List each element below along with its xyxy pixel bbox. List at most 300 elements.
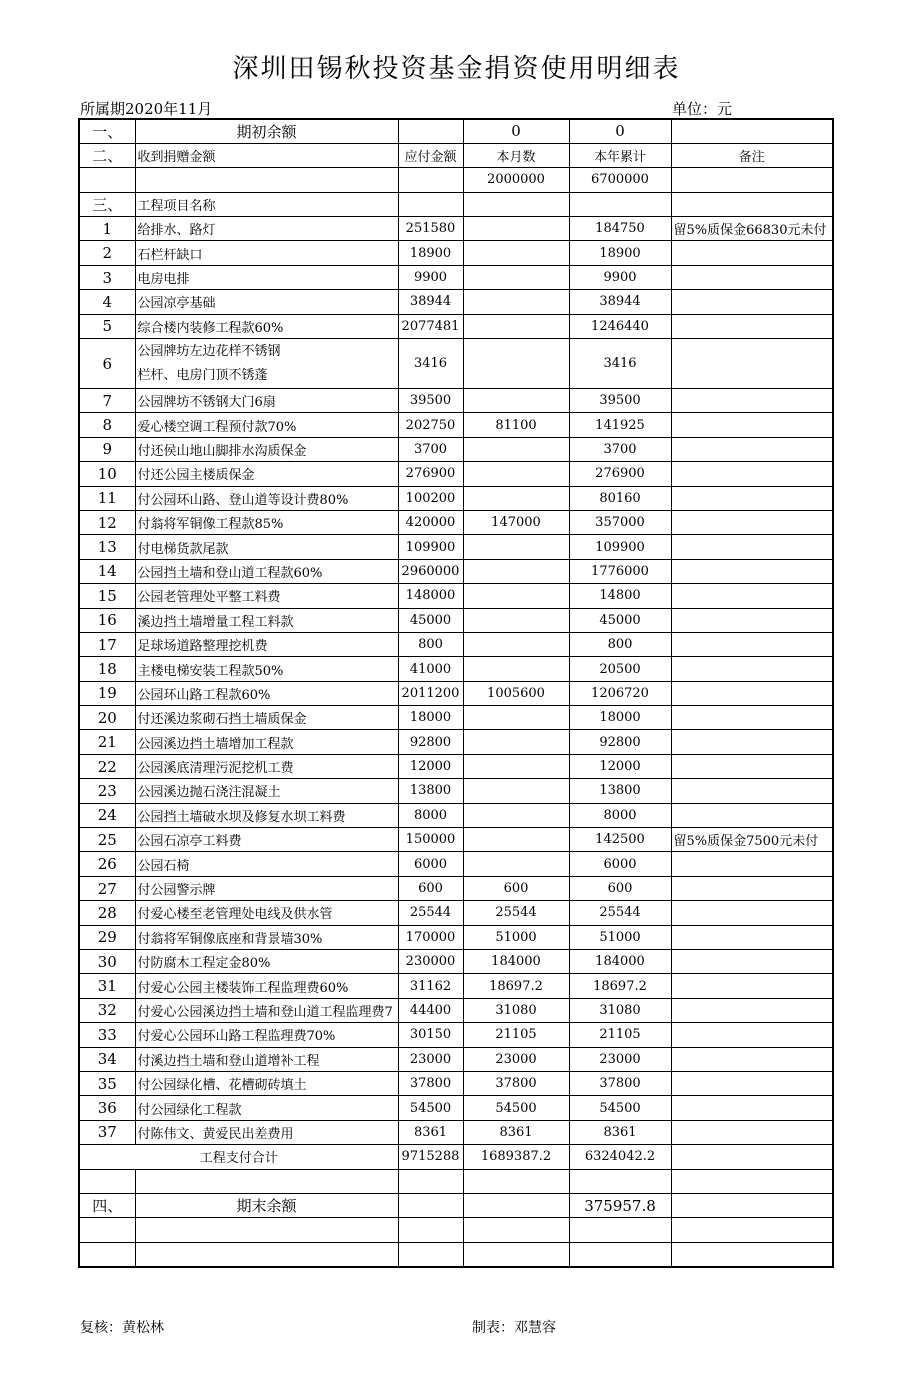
item-number: 13 <box>79 535 135 559</box>
table-row <box>79 876 833 900</box>
item-number: 29 <box>79 925 135 949</box>
closing-year: 375957.8 <box>569 1193 671 1217</box>
item-month: 25544 <box>463 901 569 925</box>
item-year: 39500 <box>569 389 671 413</box>
item-year: 21105 <box>569 1023 671 1047</box>
ledger-table <box>78 118 834 1268</box>
item-note <box>671 608 833 632</box>
cell-empty <box>671 1242 833 1266</box>
table-row <box>79 584 833 608</box>
item-year: 38944 <box>569 290 671 314</box>
item-payable: 2960000 <box>398 559 463 583</box>
item-month <box>463 314 569 338</box>
total-label: 工程支付合计 <box>79 1145 398 1169</box>
item-number: 1 <box>79 217 135 241</box>
item-name: 公园挡土墙和登山道工程款60% <box>135 559 398 583</box>
item-payable: 2077481 <box>398 314 463 338</box>
item-year: 357000 <box>569 510 671 534</box>
item-month <box>463 486 569 510</box>
item-note <box>671 925 833 949</box>
item-payable: 8000 <box>398 803 463 827</box>
item-note <box>671 559 833 583</box>
item-number: 12 <box>79 510 135 534</box>
item-payable: 38944 <box>398 290 463 314</box>
item-payable: 109900 <box>398 535 463 559</box>
cell-empty <box>79 1242 135 1266</box>
table-row <box>79 1120 833 1144</box>
item-number: 35 <box>79 1071 135 1095</box>
donation-header-row <box>79 143 833 167</box>
table-row <box>79 1023 833 1047</box>
item-payable: 18000 <box>398 706 463 730</box>
item-name: 付爱心楼至老管理处电线及供水管 <box>135 901 398 925</box>
section-label: 三、 <box>79 192 135 216</box>
item-number: 7 <box>79 389 135 413</box>
item-payable: 150000 <box>398 828 463 852</box>
item-month: 37800 <box>463 1071 569 1095</box>
item-payable: 23000 <box>398 1047 463 1071</box>
item-year: 276900 <box>569 462 671 486</box>
item-name-line: 公园牌坊左边花样不锈钢 <box>137 343 281 359</box>
item-name: 电房电排 <box>135 265 398 289</box>
cell-empty <box>398 1218 463 1242</box>
item-note <box>671 290 833 314</box>
item-number: 20 <box>79 706 135 730</box>
item-payable: 54500 <box>398 1096 463 1120</box>
item-year: 23000 <box>569 1047 671 1071</box>
item-payable: 13800 <box>398 779 463 803</box>
cell-note <box>671 119 833 143</box>
item-year: 18000 <box>569 706 671 730</box>
table-row <box>79 950 833 974</box>
table-row <box>79 486 833 510</box>
item-month: 600 <box>463 876 569 900</box>
item-note <box>671 584 833 608</box>
total-row <box>79 1145 833 1169</box>
item-payable: 45000 <box>398 608 463 632</box>
item-payable: 600 <box>398 876 463 900</box>
table-row <box>79 535 833 559</box>
section-name: 期末余额 <box>135 1193 398 1217</box>
item-payable: 37800 <box>398 1071 463 1095</box>
item-name: 石栏杆缺口 <box>135 241 398 265</box>
item-number: 3 <box>79 265 135 289</box>
table-row <box>79 559 833 583</box>
item-name: 公园石凉亭工料费 <box>135 828 398 852</box>
cell-empty <box>79 168 135 192</box>
item-month <box>463 217 569 241</box>
item-number: 27 <box>79 876 135 900</box>
item-year: 9900 <box>569 265 671 289</box>
item-note <box>671 486 833 510</box>
item-year: 3700 <box>569 437 671 461</box>
cell-empty <box>135 1218 398 1242</box>
item-name: 公园牌坊不锈钢大门6扇 <box>135 389 398 413</box>
cell-empty <box>671 168 833 192</box>
table-row <box>79 462 833 486</box>
item-number: 17 <box>79 632 135 656</box>
item-year: 51000 <box>569 925 671 949</box>
item-number: 34 <box>79 1047 135 1071</box>
cell-empty <box>135 1242 398 1266</box>
item-year: 1776000 <box>569 559 671 583</box>
item-month: 31080 <box>463 998 569 1022</box>
cell-empty <box>398 1169 463 1193</box>
item-number: 18 <box>79 657 135 681</box>
section-name: 期初余额 <box>135 119 398 143</box>
item-payable: 148000 <box>398 584 463 608</box>
cell-month: 2000000 <box>463 168 569 192</box>
table-row <box>79 608 833 632</box>
item-name: 付公园绿化槽、花槽砌砖填土 <box>135 1071 398 1095</box>
table-row <box>79 265 833 289</box>
blank-row <box>79 1169 833 1193</box>
cell-payable <box>398 119 463 143</box>
table-row <box>79 901 833 925</box>
table-row <box>79 828 833 852</box>
table-row <box>79 241 833 265</box>
item-note <box>671 1071 833 1095</box>
item-month <box>463 462 569 486</box>
item-number: 30 <box>79 950 135 974</box>
item-payable: 31162 <box>398 974 463 998</box>
maker-label: 制表：邓慧容 <box>472 1320 556 1336</box>
cell-empty <box>463 1218 569 1242</box>
item-year: 8361 <box>569 1120 671 1144</box>
item-note <box>671 876 833 900</box>
item-year: 13800 <box>569 779 671 803</box>
table-row <box>79 779 833 803</box>
header-note: 备注 <box>671 143 833 167</box>
item-name: 公园凉亭基础 <box>135 290 398 314</box>
item-note <box>671 998 833 1022</box>
item-name: 足球场道路整理挖机费 <box>135 632 398 656</box>
item-name: 溪边挡土墙增量工程工料款 <box>135 608 398 632</box>
reviewer-label: 复核：黄松林 <box>80 1320 164 1336</box>
cell-empty <box>135 1169 398 1193</box>
item-number: 26 <box>79 852 135 876</box>
item-month: 8361 <box>463 1120 569 1144</box>
item-month: 81100 <box>463 413 569 437</box>
total-year: 6324042.2 <box>569 1145 671 1169</box>
table-row <box>79 925 833 949</box>
item-name-line: 栏杆、电房门顶不锈蓬 <box>137 367 268 383</box>
item-name: 付爱心公园主楼装饰工程监理费60% <box>135 974 398 998</box>
item-note <box>671 974 833 998</box>
item-note <box>671 950 833 974</box>
cell-empty <box>398 168 463 192</box>
item-name: 付还公园主楼质保金 <box>135 462 398 486</box>
item-year: 18900 <box>569 241 671 265</box>
table-row <box>79 217 833 241</box>
item-year: 20500 <box>569 657 671 681</box>
donation-amount-row <box>79 168 833 192</box>
table-row <box>79 1096 833 1120</box>
item-number: 22 <box>79 754 135 778</box>
item-year: 109900 <box>569 535 671 559</box>
item-year: 37800 <box>569 1071 671 1095</box>
item-name: 付防腐木工程定金80% <box>135 950 398 974</box>
item-year: 1206720 <box>569 681 671 705</box>
item-month <box>463 730 569 754</box>
header-month: 本月数 <box>463 143 569 167</box>
item-note <box>671 535 833 559</box>
item-year: 31080 <box>569 998 671 1022</box>
item-note <box>671 314 833 338</box>
item-payable: 6000 <box>398 852 463 876</box>
item-month <box>463 437 569 461</box>
item-payable: 202750 <box>398 413 463 437</box>
item-number: 31 <box>79 974 135 998</box>
item-note <box>671 1047 833 1071</box>
item-note <box>671 462 833 486</box>
cell-empty <box>569 1218 671 1242</box>
blank-row <box>79 1242 833 1266</box>
table-row <box>79 437 833 461</box>
item-note: 留5%质保金7500元未付 <box>671 828 833 852</box>
item-note <box>671 754 833 778</box>
item-name: 公园老管理处平整工料费 <box>135 584 398 608</box>
item-number: 16 <box>79 608 135 632</box>
total-payable: 9715288 <box>398 1145 463 1169</box>
item-month: 147000 <box>463 510 569 534</box>
cell-empty <box>671 192 833 216</box>
cell-empty <box>671 1145 833 1169</box>
item-payable: 44400 <box>398 998 463 1022</box>
item-number: 4 <box>79 290 135 314</box>
item-month <box>463 290 569 314</box>
item-payable: 3700 <box>398 437 463 461</box>
item-month: 21105 <box>463 1023 569 1047</box>
cell-empty <box>398 1193 463 1217</box>
item-month <box>463 852 569 876</box>
item-number: 21 <box>79 730 135 754</box>
item-year: 1246440 <box>569 314 671 338</box>
item-year: 54500 <box>569 1096 671 1120</box>
item-number: 6 <box>79 339 135 389</box>
cell-empty <box>569 1169 671 1193</box>
item-payable: 2011200 <box>398 681 463 705</box>
cell-empty <box>463 1169 569 1193</box>
item-month <box>463 803 569 827</box>
cell-empty <box>79 1218 135 1242</box>
cell-empty <box>135 168 398 192</box>
item-note <box>671 852 833 876</box>
item-name: 付翁将军铜像工程款85% <box>135 510 398 534</box>
item-month: 184000 <box>463 950 569 974</box>
item-year: 184750 <box>569 217 671 241</box>
item-month <box>463 657 569 681</box>
cell-empty <box>671 1193 833 1217</box>
item-payable: 276900 <box>398 462 463 486</box>
table-row <box>79 730 833 754</box>
item-month: 54500 <box>463 1096 569 1120</box>
item-payable: 251580 <box>398 217 463 241</box>
cell-empty <box>463 1242 569 1266</box>
item-name: 爱心楼空调工程预付款70% <box>135 413 398 437</box>
cell-empty <box>398 192 463 216</box>
section-label: 四、 <box>79 1193 135 1217</box>
item-month <box>463 779 569 803</box>
item-month <box>463 559 569 583</box>
period-label: 所属期2020年11月 <box>80 100 213 118</box>
item-payable: 12000 <box>398 754 463 778</box>
table-row <box>79 754 833 778</box>
table-row <box>79 657 833 681</box>
item-month <box>463 584 569 608</box>
item-number: 28 <box>79 901 135 925</box>
item-number: 25 <box>79 828 135 852</box>
item-name: 公园石椅 <box>135 852 398 876</box>
item-year: 6000 <box>569 852 671 876</box>
header-payable: 应付金额 <box>398 143 463 167</box>
item-note <box>671 803 833 827</box>
item-number: 36 <box>79 1096 135 1120</box>
item-note <box>671 510 833 534</box>
item-year: 80160 <box>569 486 671 510</box>
item-year: 141925 <box>569 413 671 437</box>
item-number: 15 <box>79 584 135 608</box>
section-name: 收到捐赠金额 <box>135 143 398 167</box>
item-number: 10 <box>79 462 135 486</box>
item-payable: 92800 <box>398 730 463 754</box>
table-row <box>79 389 833 413</box>
item-month <box>463 608 569 632</box>
item-note <box>671 1023 833 1047</box>
item-name: 给排水、路灯 <box>135 217 398 241</box>
table-row <box>79 998 833 1022</box>
closing-balance-row <box>79 1193 833 1217</box>
cell-empty <box>569 1242 671 1266</box>
item-name: 付爱心公园溪边挡土墙和登山道工程监理费7 <box>135 998 398 1022</box>
item-year: 25544 <box>569 901 671 925</box>
item-month: 23000 <box>463 1047 569 1071</box>
item-month <box>463 389 569 413</box>
table-row <box>79 974 833 998</box>
item-number: 2 <box>79 241 135 265</box>
item-month <box>463 339 569 389</box>
item-name: 付溪边挡土墙和登山道增补工程 <box>135 1047 398 1071</box>
item-month: 18697.2 <box>463 974 569 998</box>
item-number: 11 <box>79 486 135 510</box>
item-note <box>671 413 833 437</box>
item-name: 付公园环山路、登山道等设计费80% <box>135 486 398 510</box>
item-note <box>671 437 833 461</box>
cell-empty <box>671 1218 833 1242</box>
item-name <box>135 339 398 389</box>
item-year: 800 <box>569 632 671 656</box>
item-note: 留5%质保金66830元未付 <box>671 217 833 241</box>
header-year: 本年累计 <box>569 143 671 167</box>
item-month <box>463 706 569 730</box>
item-name: 付还溪边浆砌石挡土墙质保金 <box>135 706 398 730</box>
item-year: 3416 <box>569 339 671 389</box>
item-payable: 8361 <box>398 1120 463 1144</box>
page-title: 深圳田锡秋投资基金捐资使用明细表 <box>232 54 681 84</box>
table-row <box>79 510 833 534</box>
item-year: 600 <box>569 876 671 900</box>
cell-empty <box>79 1169 135 1193</box>
item-number: 5 <box>79 314 135 338</box>
cell-empty <box>463 192 569 216</box>
section-name: 工程项目名称 <box>135 192 398 216</box>
item-note <box>671 681 833 705</box>
item-number: 14 <box>79 559 135 583</box>
cell-empty <box>569 192 671 216</box>
item-month <box>463 241 569 265</box>
table-row <box>79 681 833 705</box>
item-year: 184000 <box>569 950 671 974</box>
item-name: 付电梯货款尾款 <box>135 535 398 559</box>
table-row <box>79 339 833 389</box>
item-number: 8 <box>79 413 135 437</box>
item-name: 付还侯山地山脚排水沟质保金 <box>135 437 398 461</box>
item-name: 综合楼内装修工程款60% <box>135 314 398 338</box>
item-month: 1005600 <box>463 681 569 705</box>
item-name: 主楼电梯安装工程款50% <box>135 657 398 681</box>
table-row <box>79 706 833 730</box>
item-number: 19 <box>79 681 135 705</box>
item-note <box>671 657 833 681</box>
unit-label: 单位：元 <box>672 100 733 118</box>
opening-balance-row <box>79 119 833 143</box>
item-payable: 800 <box>398 632 463 656</box>
item-payable: 420000 <box>398 510 463 534</box>
table-row <box>79 852 833 876</box>
item-name: 公园溪边抛石浇注混凝土 <box>135 779 398 803</box>
item-name: 付公园警示牌 <box>135 876 398 900</box>
item-name: 公园溪边挡土墙增加工程款 <box>135 730 398 754</box>
item-payable: 230000 <box>398 950 463 974</box>
item-note <box>671 632 833 656</box>
item-name: 付翁将军铜像底座和背景墙30% <box>135 925 398 949</box>
section-label: 一、 <box>79 119 135 143</box>
item-payable: 30150 <box>398 1023 463 1047</box>
item-name: 付陈伟文、黄爱民出差费用 <box>135 1120 398 1144</box>
item-number: 33 <box>79 1023 135 1047</box>
item-note <box>671 779 833 803</box>
table-row <box>79 1071 833 1095</box>
item-month <box>463 535 569 559</box>
cell-year: 0 <box>569 119 671 143</box>
item-note <box>671 339 833 389</box>
item-year: 8000 <box>569 803 671 827</box>
item-month <box>463 632 569 656</box>
item-payable: 39500 <box>398 389 463 413</box>
item-number: 32 <box>79 998 135 1022</box>
item-name: 付公园绿化工程款 <box>135 1096 398 1120</box>
cell-empty <box>398 1242 463 1266</box>
total-month: 1689387.2 <box>463 1145 569 1169</box>
item-number: 9 <box>79 437 135 461</box>
table-row <box>79 1047 833 1071</box>
item-note <box>671 901 833 925</box>
item-year: 45000 <box>569 608 671 632</box>
item-name: 公园溪底清理污泥挖机工费 <box>135 754 398 778</box>
item-name: 付爱心公园环山路工程监理费70% <box>135 1023 398 1047</box>
cell-month: 0 <box>463 119 569 143</box>
table-row <box>79 632 833 656</box>
item-name: 公园挡土墙破水坝及修复水坝工料费 <box>135 803 398 827</box>
table-row <box>79 314 833 338</box>
item-payable: 170000 <box>398 925 463 949</box>
cell-year: 6700000 <box>569 168 671 192</box>
item-payable: 3416 <box>398 339 463 389</box>
item-name: 公园环山路工程款60% <box>135 681 398 705</box>
project-header-row <box>79 192 833 216</box>
cell-empty <box>671 1169 833 1193</box>
item-year: 18697.2 <box>569 974 671 998</box>
